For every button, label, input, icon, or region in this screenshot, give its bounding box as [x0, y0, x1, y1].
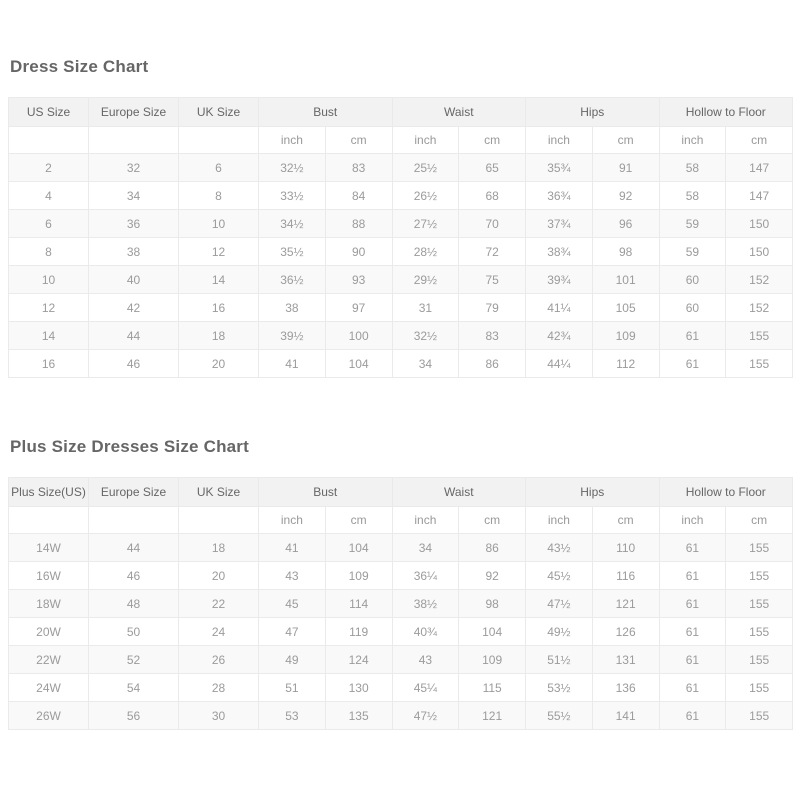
table-cell: 16: [179, 294, 259, 322]
table-cell: 36½: [259, 266, 326, 294]
table-cell: 6: [179, 154, 259, 182]
table-row: [9, 646, 793, 674]
table-cell: 58: [659, 182, 726, 210]
table-cell: 109: [459, 646, 526, 674]
table-cell: 60: [659, 266, 726, 294]
table-cell: 50: [89, 618, 179, 646]
table-cell: 136: [592, 674, 659, 702]
table-cell: 26½: [392, 182, 459, 210]
table-cell: 155: [726, 674, 793, 702]
table-row: [9, 182, 793, 210]
table-row: [9, 350, 793, 378]
table-cell: 60: [659, 294, 726, 322]
table-cell: 68: [459, 182, 526, 210]
table-cell: 32½: [259, 154, 326, 182]
table-row: [9, 154, 793, 182]
table-cell: 35½: [259, 238, 326, 266]
table-cell: 92: [592, 182, 659, 210]
table-cell: 152: [726, 294, 793, 322]
table-cell: 155: [726, 322, 793, 350]
table-cell: 55½: [526, 702, 593, 730]
table-cell: 18W: [9, 590, 89, 618]
unit-header: inch: [526, 127, 593, 154]
unit-header: inch: [526, 507, 593, 534]
column-header: UK Size: [179, 98, 259, 127]
table-cell: 47½: [392, 702, 459, 730]
table-body: [9, 534, 793, 730]
table-cell: 93: [325, 266, 392, 294]
table-cell: 37¾: [526, 210, 593, 238]
table-cell: 130: [325, 674, 392, 702]
column-header: Europe Size: [89, 478, 179, 507]
table-cell: 43: [392, 646, 459, 674]
table-cell: 14W: [9, 534, 89, 562]
table-cell: 20: [179, 562, 259, 590]
table-row: [9, 238, 793, 266]
table-cell: 72: [459, 238, 526, 266]
table-cell: 44: [89, 534, 179, 562]
table-cell: 79: [459, 294, 526, 322]
unit-header: inch: [659, 507, 726, 534]
table-cell: 100: [325, 322, 392, 350]
table-cell: 20W: [9, 618, 89, 646]
table-cell: 33½: [259, 182, 326, 210]
table-cell: 54: [89, 674, 179, 702]
table-cell: 22: [179, 590, 259, 618]
table-cell: 18: [179, 534, 259, 562]
table-row: [9, 674, 793, 702]
group-header-row: [9, 98, 793, 127]
table-cell: 38¾: [526, 238, 593, 266]
table-cell: 121: [459, 702, 526, 730]
unit-header: cm: [726, 127, 793, 154]
table-cell: 141: [592, 702, 659, 730]
table-cell: 20: [179, 350, 259, 378]
table-cell: 65: [459, 154, 526, 182]
table-cell: 70: [459, 210, 526, 238]
table-cell: 32: [89, 154, 179, 182]
table-cell: 61: [659, 350, 726, 378]
dress-size-chart-title: Dress Size Chart: [10, 57, 149, 76]
unit-header: cm: [325, 127, 392, 154]
table-cell: 51: [259, 674, 326, 702]
table-cell: 45: [259, 590, 326, 618]
table-cell: 18: [179, 322, 259, 350]
table-cell: 121: [592, 590, 659, 618]
unit-header: inch: [392, 127, 459, 154]
table-cell: 115: [459, 674, 526, 702]
unit-header: [89, 127, 179, 154]
table-cell: 36¼: [392, 562, 459, 590]
table-cell: 131: [592, 646, 659, 674]
table-cell: 32½: [392, 322, 459, 350]
table-cell: 4: [9, 182, 89, 210]
table-cell: 45¼: [392, 674, 459, 702]
table-cell: 16: [9, 350, 89, 378]
table-cell: 52: [89, 646, 179, 674]
table-cell: 56: [89, 702, 179, 730]
table-cell: 12: [9, 294, 89, 322]
table-cell: 61: [659, 674, 726, 702]
table-cell: 36: [89, 210, 179, 238]
table-cell: 61: [659, 618, 726, 646]
table-cell: 83: [325, 154, 392, 182]
table-cell: 40: [89, 266, 179, 294]
table-cell: 36¾: [526, 182, 593, 210]
table-cell: 147: [726, 154, 793, 182]
table-cell: 10: [9, 266, 89, 294]
table-cell: 38: [89, 238, 179, 266]
table-cell: 105: [592, 294, 659, 322]
table-cell: 47½: [526, 590, 593, 618]
unit-header: inch: [392, 507, 459, 534]
column-header: Europe Size: [89, 98, 179, 127]
table-cell: 46: [89, 350, 179, 378]
table-cell: 59: [659, 238, 726, 266]
table-row: [9, 562, 793, 590]
unit-header: inch: [259, 507, 326, 534]
table-header: [9, 478, 793, 534]
table-cell: 110: [592, 534, 659, 562]
table-cell: 155: [726, 702, 793, 730]
table-cell: 104: [325, 534, 392, 562]
unit-header: cm: [459, 127, 526, 154]
table-body: [9, 154, 793, 378]
column-header: Waist: [392, 478, 526, 507]
units-header-row: [9, 127, 793, 154]
column-header: UK Size: [179, 478, 259, 507]
table-cell: 135: [325, 702, 392, 730]
table-cell: 47: [259, 618, 326, 646]
table-cell: 39¾: [526, 266, 593, 294]
table-row: [9, 210, 793, 238]
table-cell: 155: [726, 618, 793, 646]
table-cell: 49: [259, 646, 326, 674]
table-cell: 150: [726, 238, 793, 266]
table-cell: 88: [325, 210, 392, 238]
table-cell: 30: [179, 702, 259, 730]
table-cell: 43½: [526, 534, 593, 562]
unit-header: cm: [726, 507, 793, 534]
table-cell: 112: [592, 350, 659, 378]
table-cell: 90: [325, 238, 392, 266]
table-cell: 42¾: [526, 322, 593, 350]
table-cell: 26W: [9, 702, 89, 730]
table-row: [9, 618, 793, 646]
table-cell: 59: [659, 210, 726, 238]
table-cell: 26: [179, 646, 259, 674]
table-cell: 44¼: [526, 350, 593, 378]
column-header: US Size: [9, 98, 89, 127]
unit-header: cm: [592, 507, 659, 534]
table-cell: 104: [325, 350, 392, 378]
table-cell: 61: [659, 322, 726, 350]
table-cell: 147: [726, 182, 793, 210]
table-cell: 28: [179, 674, 259, 702]
table-cell: 51½: [526, 646, 593, 674]
table-header: [9, 98, 793, 154]
table-cell: 86: [459, 350, 526, 378]
table-cell: 25½: [392, 154, 459, 182]
table-cell: 24: [179, 618, 259, 646]
table-cell: 10: [179, 210, 259, 238]
column-header: Hollow to Floor: [659, 98, 793, 127]
table-cell: 27½: [392, 210, 459, 238]
table-cell: 109: [325, 562, 392, 590]
table-cell: 42: [89, 294, 179, 322]
table-cell: 155: [726, 646, 793, 674]
table-cell: 24W: [9, 674, 89, 702]
table-cell: 46: [89, 562, 179, 590]
table-cell: 155: [726, 590, 793, 618]
table-cell: 53: [259, 702, 326, 730]
table-cell: 41: [259, 534, 326, 562]
unit-header: cm: [592, 127, 659, 154]
table-cell: 53½: [526, 674, 593, 702]
column-header: Bust: [259, 98, 393, 127]
table-cell: 75: [459, 266, 526, 294]
unit-header: inch: [659, 127, 726, 154]
table-cell: 22W: [9, 646, 89, 674]
table-cell: 44: [89, 322, 179, 350]
unit-header: cm: [325, 507, 392, 534]
unit-header: [89, 507, 179, 534]
table-cell: 124: [325, 646, 392, 674]
table-cell: 38½: [392, 590, 459, 618]
table-cell: 14: [179, 266, 259, 294]
table-cell: 155: [726, 562, 793, 590]
table-cell: 116: [592, 562, 659, 590]
units-header-row: [9, 507, 793, 534]
table-cell: 86: [459, 534, 526, 562]
table-cell: 98: [592, 238, 659, 266]
unit-header: cm: [459, 507, 526, 534]
table-cell: 8: [179, 182, 259, 210]
column-header: Hips: [526, 478, 660, 507]
table-cell: 58: [659, 154, 726, 182]
table-row: [9, 294, 793, 322]
table-cell: 34: [392, 534, 459, 562]
column-header: Bust: [259, 478, 393, 507]
table-cell: 31: [392, 294, 459, 322]
table-cell: 6: [9, 210, 89, 238]
unit-header: [179, 127, 259, 154]
table-cell: 155: [726, 534, 793, 562]
table-cell: 8: [9, 238, 89, 266]
table-cell: 119: [325, 618, 392, 646]
table-cell: 61: [659, 534, 726, 562]
table-cell: 14: [9, 322, 89, 350]
table-row: [9, 702, 793, 730]
table-cell: 28½: [392, 238, 459, 266]
column-header: Hollow to Floor: [659, 478, 793, 507]
table-cell: 49½: [526, 618, 593, 646]
table-cell: 97: [325, 294, 392, 322]
unit-header: [9, 127, 89, 154]
table-cell: 61: [659, 562, 726, 590]
column-header: Waist: [392, 98, 526, 127]
table-cell: 41: [259, 350, 326, 378]
table-cell: 41¼: [526, 294, 593, 322]
table-cell: 150: [726, 210, 793, 238]
table-cell: 91: [592, 154, 659, 182]
table-cell: 109: [592, 322, 659, 350]
table-cell: 29½: [392, 266, 459, 294]
unit-header: [179, 507, 259, 534]
column-header: Hips: [526, 98, 660, 127]
table-cell: 96: [592, 210, 659, 238]
table-cell: 38: [259, 294, 326, 322]
table-cell: 34: [89, 182, 179, 210]
table-cell: 101: [592, 266, 659, 294]
table-cell: 45½: [526, 562, 593, 590]
table-cell: 126: [592, 618, 659, 646]
plus-size-chart-title: Plus Size Dresses Size Chart: [10, 437, 249, 456]
plus-size-chart-table: [8, 477, 793, 730]
table-row: [9, 266, 793, 294]
unit-header: inch: [259, 127, 326, 154]
table-row: [9, 590, 793, 618]
dress-size-chart-table: [8, 97, 793, 378]
table-cell: 16W: [9, 562, 89, 590]
table-cell: 61: [659, 646, 726, 674]
table-cell: 114: [325, 590, 392, 618]
table-cell: 35¾: [526, 154, 593, 182]
table-cell: 98: [459, 590, 526, 618]
table-cell: 2: [9, 154, 89, 182]
table-cell: 83: [459, 322, 526, 350]
table-row: [9, 534, 793, 562]
table-cell: 43: [259, 562, 326, 590]
table-cell: 92: [459, 562, 526, 590]
table-row: [9, 322, 793, 350]
table-cell: 34: [392, 350, 459, 378]
table-cell: 34½: [259, 210, 326, 238]
table-cell: 104: [459, 618, 526, 646]
group-header-row: [9, 478, 793, 507]
table-cell: 61: [659, 590, 726, 618]
table-cell: 84: [325, 182, 392, 210]
table-cell: 40¾: [392, 618, 459, 646]
table-cell: 155: [726, 350, 793, 378]
table-cell: 48: [89, 590, 179, 618]
table-cell: 61: [659, 702, 726, 730]
table-cell: 152: [726, 266, 793, 294]
column-header: Plus Size(US): [9, 478, 89, 507]
table-cell: 39½: [259, 322, 326, 350]
unit-header: [9, 507, 89, 534]
table-cell: 12: [179, 238, 259, 266]
